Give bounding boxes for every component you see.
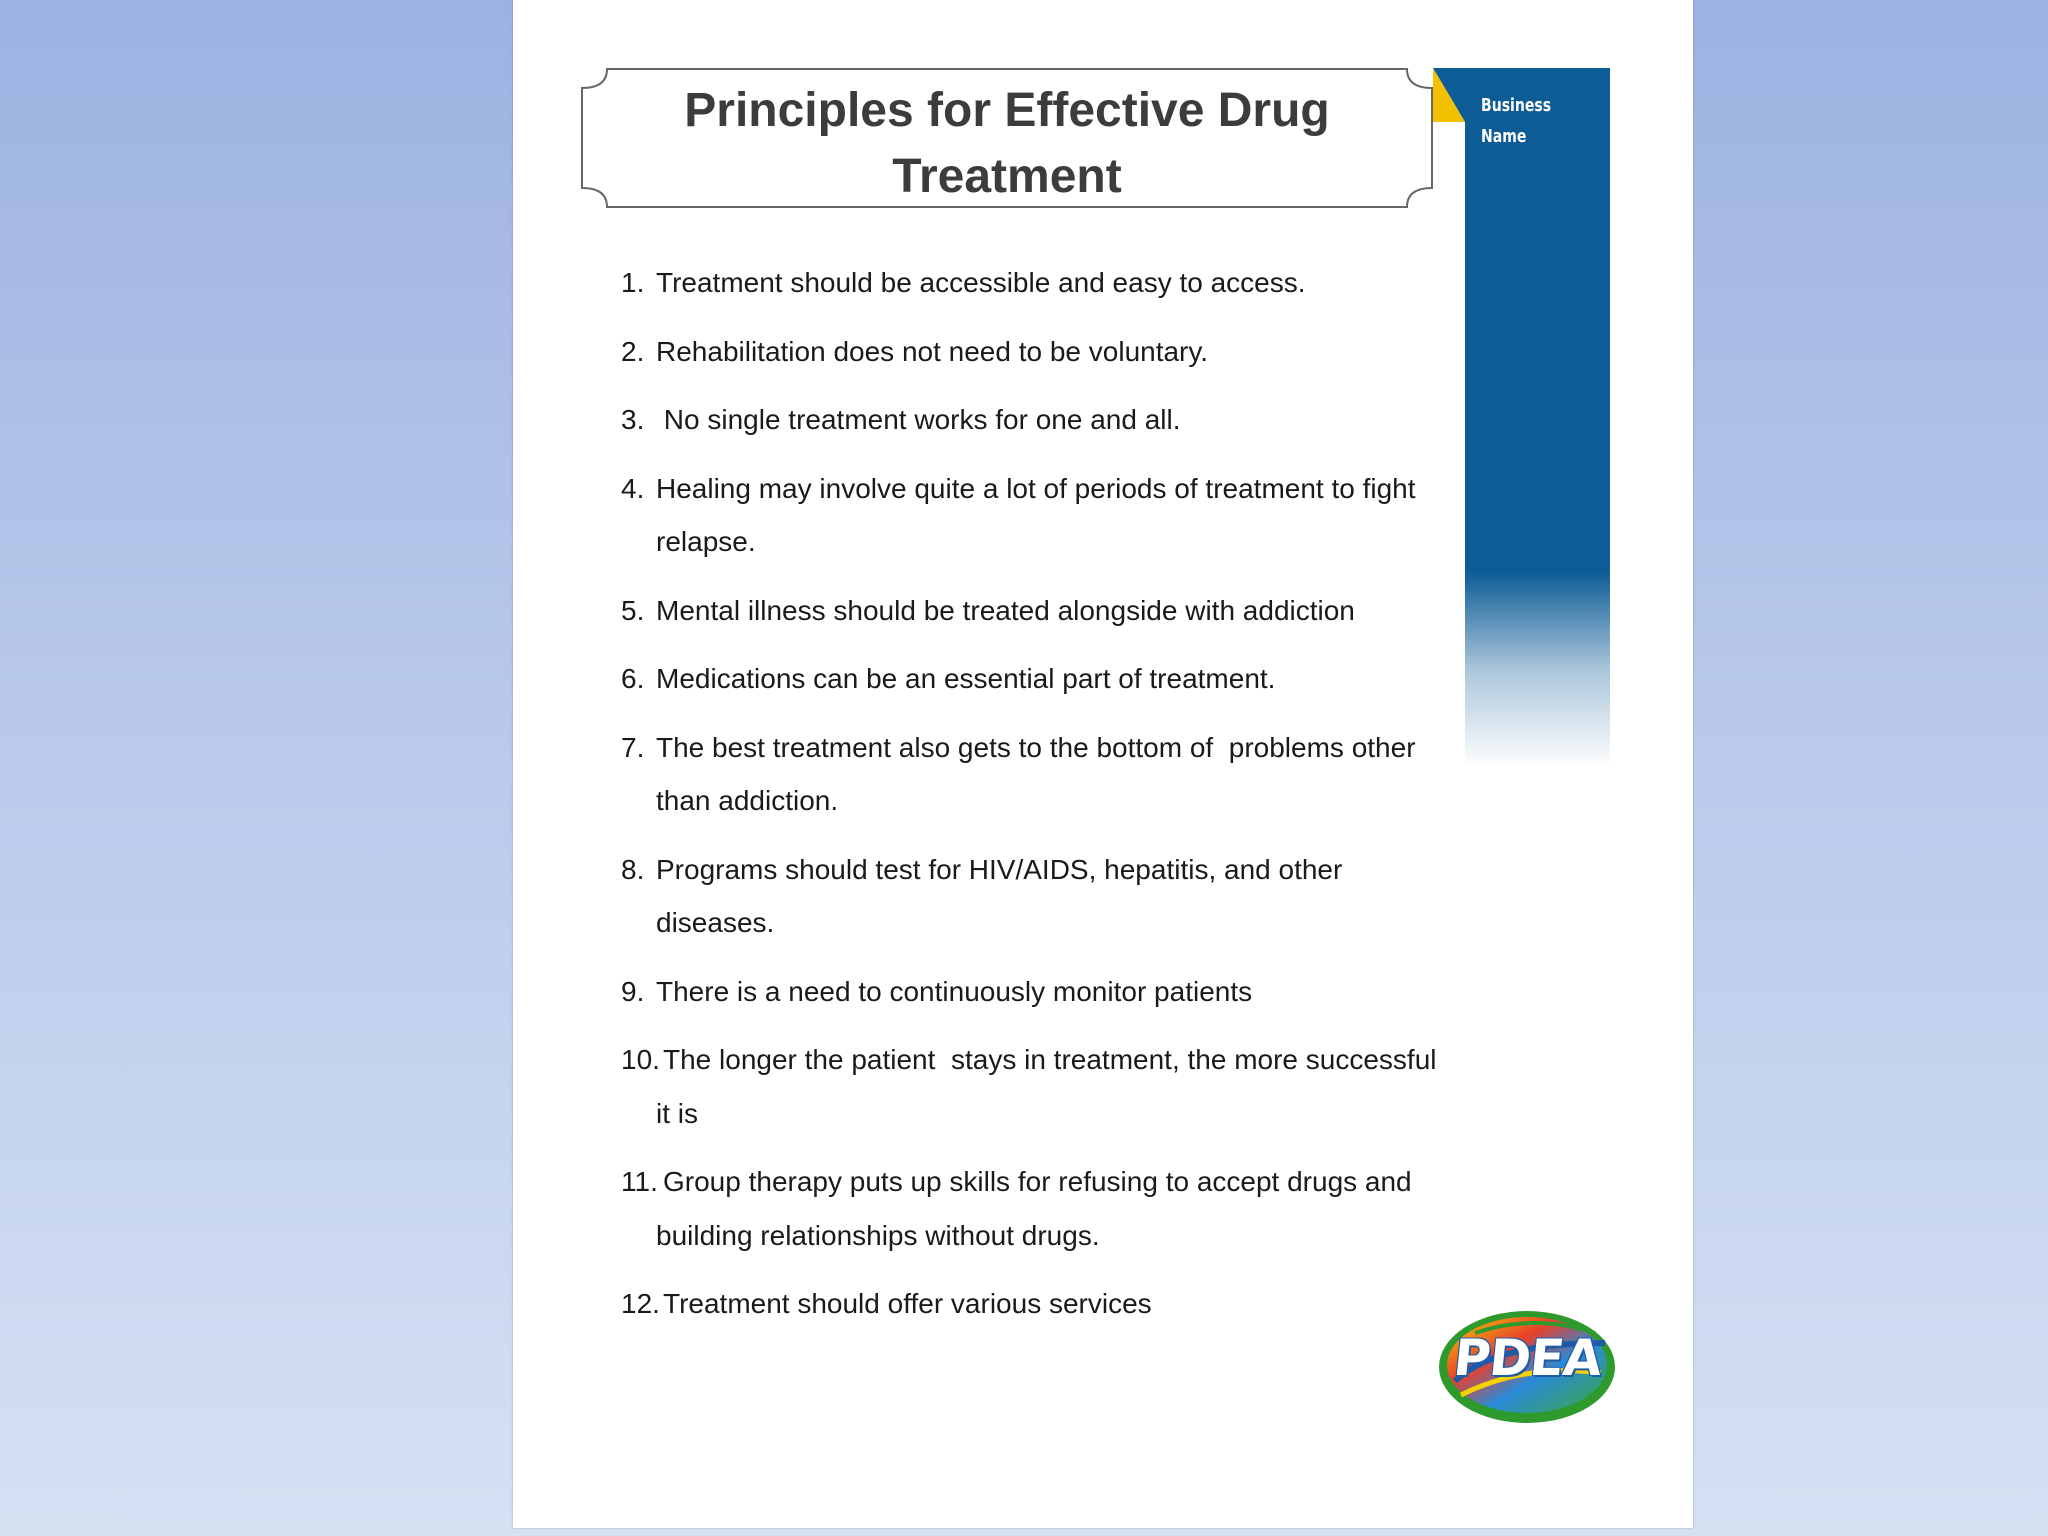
item-number: 4. xyxy=(621,472,645,504)
item-number: 9. xyxy=(621,975,645,1007)
item-text: Group therapy puts up skills for refusing to accept drugs and building relationships without drugs. xyxy=(656,1166,1420,1251)
item-text: Rehabilitation does not need to be voluntary. xyxy=(656,335,1209,367)
item-text: Mental illness should be treated alongside with addiction xyxy=(656,594,1355,626)
item-number: 10. xyxy=(621,1044,660,1075)
item-text: Healing may involve quite a lot of periods of treatment to fight relapse. xyxy=(656,472,1424,557)
item-number: 2. xyxy=(621,335,645,367)
item-number: 8. xyxy=(621,853,645,885)
item-text: Medications can be an essential part of treatment. xyxy=(656,663,1276,694)
item-text: The best treatment also gets to the bottom of problems other than addiction. xyxy=(656,731,1424,816)
item-number: 11. xyxy=(621,1166,658,1197)
list-item xyxy=(621,965,1441,1019)
list-item xyxy=(621,325,1441,379)
page-title: Principles for Effective Drug Treatment xyxy=(684,84,1330,203)
list-item xyxy=(621,393,1441,447)
side-banner xyxy=(1465,68,1610,768)
item-text: Treatment should be accessible and easy to access. xyxy=(656,267,1306,298)
title-frame xyxy=(581,68,1433,208)
item-text: No single treatment works for one and all. xyxy=(656,404,1181,435)
list-item xyxy=(621,256,1441,310)
business-name-label: Business Name xyxy=(1481,95,1552,147)
slide-page xyxy=(513,0,1693,1528)
item-number: 7. xyxy=(621,731,645,763)
principles-list xyxy=(621,256,1445,1346)
list-item xyxy=(621,721,1441,828)
item-number: 1. xyxy=(621,267,645,298)
pdea-logo-text: PDEA xyxy=(1450,1329,1605,1387)
item-number: 12. xyxy=(621,1288,660,1319)
list-item xyxy=(621,1033,1445,1140)
item-number: 6. xyxy=(621,663,645,694)
item-text: There is a need to continuously monitor patients xyxy=(656,975,1253,1007)
pdea-logo xyxy=(1435,1303,1620,1428)
banner-fold-corner xyxy=(1433,68,1465,122)
list-item xyxy=(621,1277,1441,1331)
list-item xyxy=(621,1155,1441,1262)
list-item xyxy=(621,584,1441,638)
item-text: Programs should test for HIV/AIDS, hepatitis, and other diseases. xyxy=(656,853,1351,938)
list-item xyxy=(621,843,1441,950)
item-text: The longer the patient stays in treatment, the more successful it is xyxy=(656,1044,1445,1129)
item-number: 3. xyxy=(621,404,645,435)
list-item xyxy=(621,652,1441,706)
item-number: 5. xyxy=(621,594,645,626)
item-text: Treatment should offer various services xyxy=(663,1288,1152,1319)
list-item xyxy=(621,462,1441,569)
